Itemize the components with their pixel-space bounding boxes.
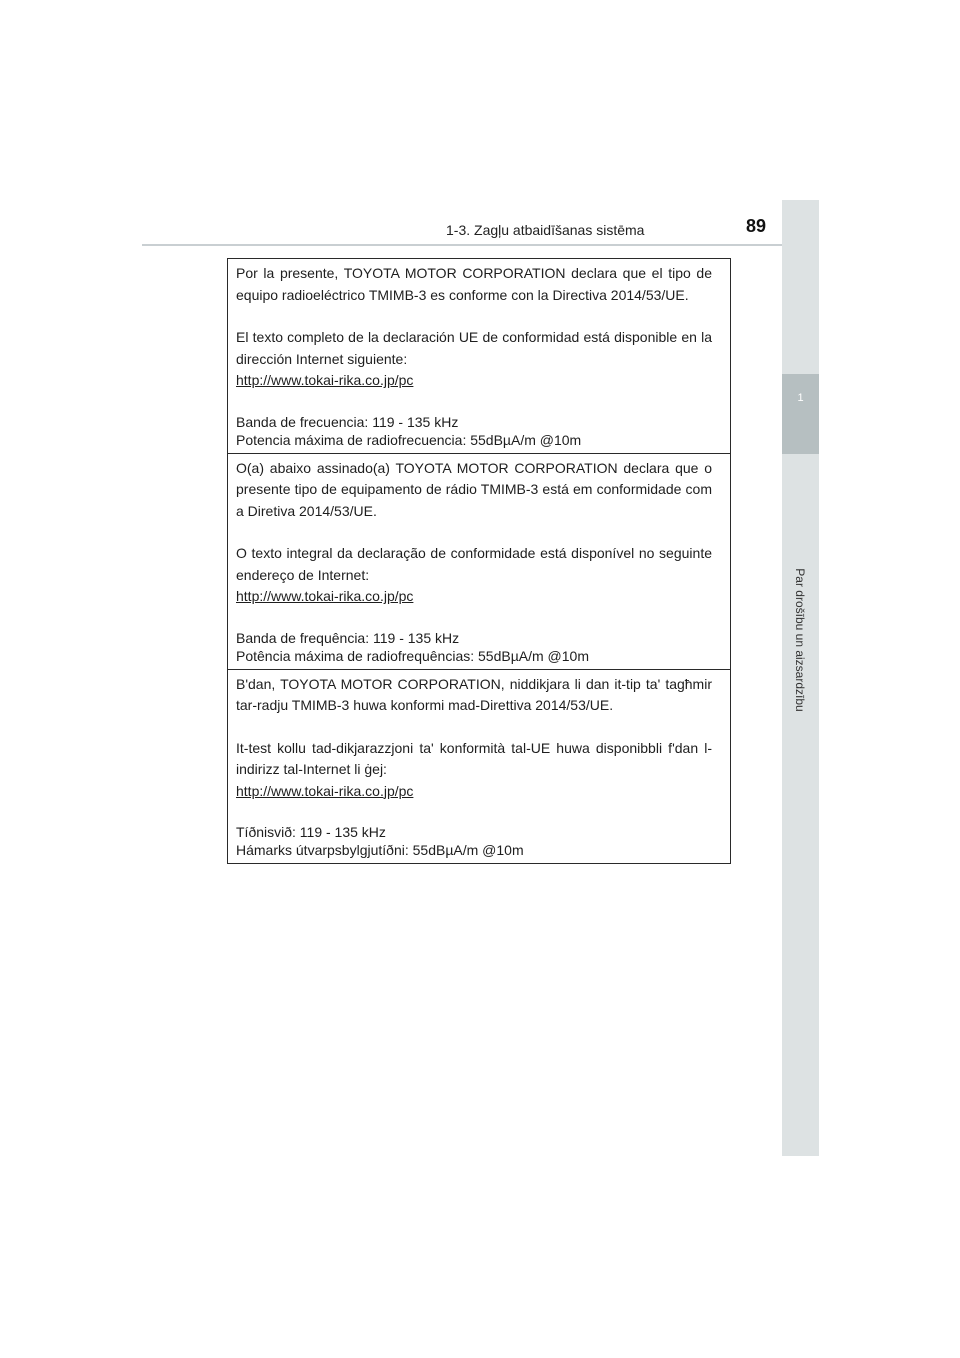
declaration-text: B'dan, TOYOTA MOTOR CORPORATION, niddikjara li dan it-tip ta' tagħmir tar-radju TMIMB-3 huwa konformi mad-Direttiva 2014/53/UE. <box>236 675 712 713</box>
declaration-block-spanish <box>228 259 730 453</box>
availability-text: It-test kollu tad-dikjarazzjoni ta' konformità tal-UE huwa disponibbli f'dan l-indirizz tal-Internet li ġej: <box>236 739 712 777</box>
frequency-text: Tíðnisvið: 119 - 135 kHz <box>236 824 386 840</box>
frequency-text: Banda de frequência: 119 - 135 kHz <box>236 629 460 646</box>
power-text: Potência máxima de radiofrequências: 55dBµA/m @10m <box>236 647 590 664</box>
chapter-number: 1 <box>797 392 804 404</box>
chapter-label: Par drošību un aizsardzību <box>793 568 807 712</box>
page-number: 89 <box>746 216 767 236</box>
header-rule <box>142 244 818 246</box>
declaration-url-link[interactable]: http://www.tokai-rika.co.jp/pc <box>236 782 414 799</box>
chapter-marker <box>782 374 819 454</box>
declaration-table <box>227 258 731 864</box>
declaration-text: Por la presente, TOYOTA MOTOR CORPORATION declara que el tipo de equipo radioeléctrico TMIMB-3 es conforme con la Directiva 2014/53/UE. <box>236 265 712 303</box>
availability-text: El texto completo de la declaración UE de conformidad está disponible en la dirección Internet siguiente: <box>236 329 712 367</box>
declaration-block-portuguese <box>228 453 730 669</box>
availability-text: O texto integral da declaração de conformidade está disponível no seguinte endereço de Internet: <box>236 545 712 583</box>
frequency-text: Banda de frecuencia: 119 - 135 kHz <box>236 413 459 430</box>
declaration-url-link[interactable]: http://www.tokai-rika.co.jp/pc <box>236 588 414 604</box>
chapter-side-tab <box>782 200 819 1156</box>
power-text: Hámarks útvarpsbylgjutíðni: 55dBµA/m @10m <box>236 842 524 858</box>
power-text: Potencia máxima de radiofrecuencia: 55dBµA/m @10m <box>236 431 582 448</box>
declaration-block-maltese <box>228 669 730 864</box>
declaration-url-link[interactable]: http://www.tokai-rika.co.jp/pc <box>236 372 414 388</box>
section-title: 1-3. Zagļu atbaidīšanas sistēma <box>446 222 645 238</box>
declaration-text: O(a) abaixo assinado(a) TOYOTA MOTOR CORPORATION declara que o presente tipo de equipamento de rádio TMIMB-3 está em conformidade com a Diretiva 2014/53/UE. <box>236 459 712 519</box>
